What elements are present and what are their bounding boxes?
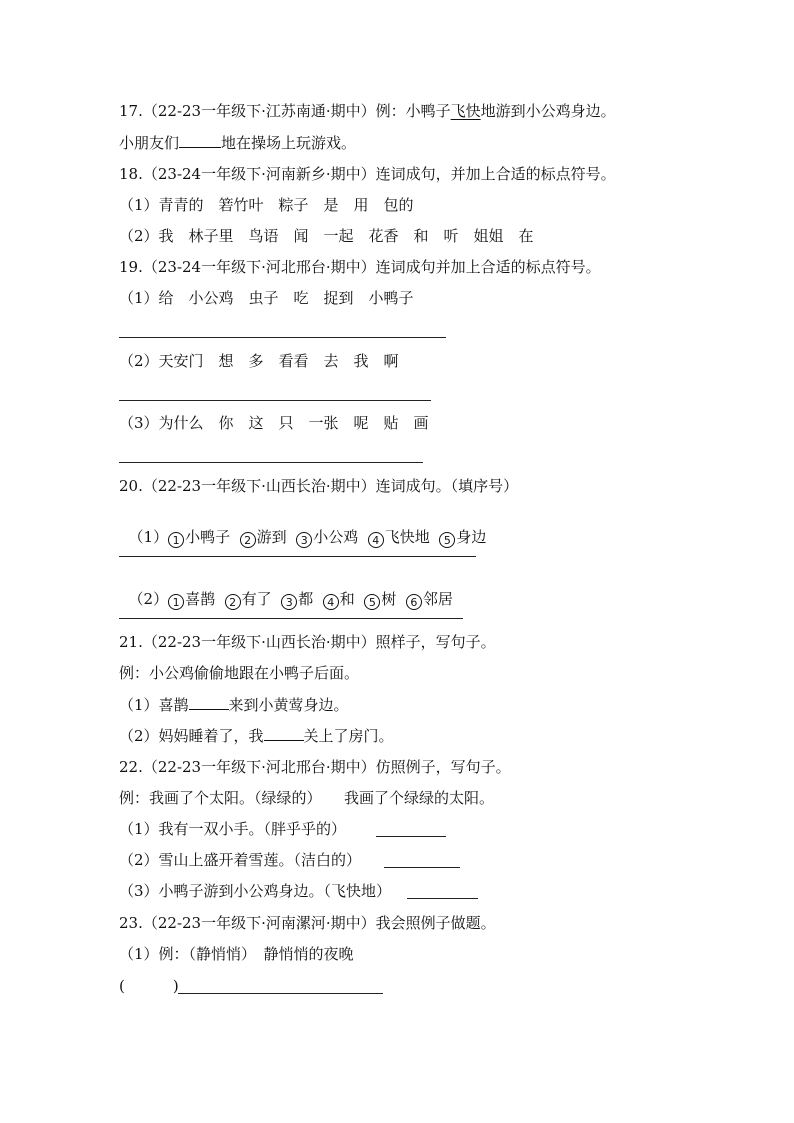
q22-item-3: （3）小鸭子游到小公鸡身边。（飞快地） <box>119 882 392 900</box>
q19-item-2: （2）天安门 想 多 看看 去 我 啊 <box>119 352 399 370</box>
circled-number-icon: 2 <box>240 532 256 548</box>
q23-example: （1）例：（静悄悄） 静悄悄的夜晚 <box>119 945 354 963</box>
q17-line2-start: 小朋友们 <box>119 134 180 152</box>
circled-number-icon: 5 <box>364 594 380 610</box>
q23-answer-row <box>119 976 179 996</box>
q20-item-2-prefix: （2） <box>128 590 169 608</box>
q20-answer-line-2[interactable] <box>119 618 463 619</box>
q17-header-end: 地游到小公鸡身边。 <box>480 102 616 120</box>
q21-example: 例：小公鸡偷偷地跟在小鸭子后面。 <box>119 664 360 682</box>
q20-answer-line-1[interactable] <box>119 556 476 557</box>
q20-item-1-prefix: （1） <box>128 528 169 546</box>
q20-item-1 <box>119 507 486 548</box>
q19-item-3: （3）为什么 你 这 只 一张 呢 贴 画 <box>119 414 429 432</box>
circled-number-icon: 6 <box>406 594 422 610</box>
q22-item-2: （2）雪山上盛开着雪莲。（洁白的） <box>119 851 362 869</box>
q22-item-2-blank[interactable] <box>384 867 460 868</box>
q21-item-1: （1）喜鹊 来到小黄莺身边。 <box>119 696 349 714</box>
q19-header: 19.（23-24一年级下·河北邢台·期中）连词成句并加上合适的标点符号。 <box>119 258 601 276</box>
q20-item-2 <box>119 569 453 610</box>
q17-line2 <box>119 132 356 153</box>
q18-item-2: （2）我 林子里 鸟语 闻 一起 花香 和 听 姐姐 在 <box>119 227 534 245</box>
q19-answer-line-3[interactable] <box>119 462 423 463</box>
q18-item-1: （1）青青的 箬竹叶 粽子 是 用 包的 <box>119 196 414 214</box>
q22-header: 22.（22-23一年级下·河北邢台·期中）仿照例子，写句子。 <box>119 758 511 776</box>
circled-number-icon: 1 <box>168 594 184 610</box>
q21-item-1-blank[interactable] <box>189 694 229 710</box>
q23-paren-close: ) <box>172 977 179 995</box>
q17-underlined-word: 飞快 <box>450 102 481 120</box>
q19-item-1: （1）给 小公鸡 虫子 吃 捉到 小鸭子 <box>119 289 414 307</box>
q19-answer-line-1[interactable] <box>119 337 446 338</box>
q21-item-2: （2）妈妈睡着了，我 关上了房门。 <box>119 727 394 745</box>
circled-number-icon: 5 <box>439 532 455 548</box>
q20-header: 20.（22-23一年级下·山西长治·期中）连词成句。（填序号） <box>119 477 519 495</box>
q17-line1 <box>119 101 616 121</box>
circled-number-icon: 1 <box>168 532 184 548</box>
q23-header: 23.（22-23一年级下·河南漯河·期中）我会照例子做题。 <box>119 914 496 932</box>
q22-item-1: （1）我有一双小手。（胖乎乎的） <box>119 820 347 838</box>
circled-number-icon: 4 <box>323 594 339 610</box>
q20-item-2-words: 1 喜鹊 2 有了 3 都 4 和 5 树 6 邻居 <box>168 590 453 608</box>
q19-answer-line-2[interactable] <box>119 400 431 401</box>
q21-header: 21.（22-23一年级下·山西长治·期中）照样子，写句子。 <box>119 633 496 651</box>
circled-number-icon: 3 <box>281 594 297 610</box>
q22-item-3-blank[interactable] <box>407 898 478 899</box>
circled-number-icon: 3 <box>296 532 312 548</box>
circled-number-icon: 2 <box>225 594 241 610</box>
circled-number-icon: 4 <box>368 532 384 548</box>
q20-item-1-words: 1 小鸭子 2 游到 3 小公鸡 4 飞快地 5 身边 <box>168 528 486 546</box>
q17-line2-end: 地在操场上玩游戏。 <box>221 134 357 152</box>
q22-example: 例：我画了个太阳。（绿绿的） 我画了个绿绿的太阳。 <box>119 789 495 807</box>
q22-item-1-blank[interactable] <box>376 836 446 837</box>
q18-header: 18.（23-24一年级下·河南新乡·期中）连词成句，并加上合适的标点符号。 <box>119 165 616 183</box>
q17-answer-blank[interactable] <box>179 132 221 148</box>
q21-item-2-blank[interactable] <box>264 725 304 741</box>
q23-paren-open: ( <box>119 977 125 995</box>
q17-header: 17.（22-23一年级下·江苏南通·期中）例：小鸭子 <box>119 102 451 120</box>
q23-answer-line[interactable] <box>178 993 383 994</box>
